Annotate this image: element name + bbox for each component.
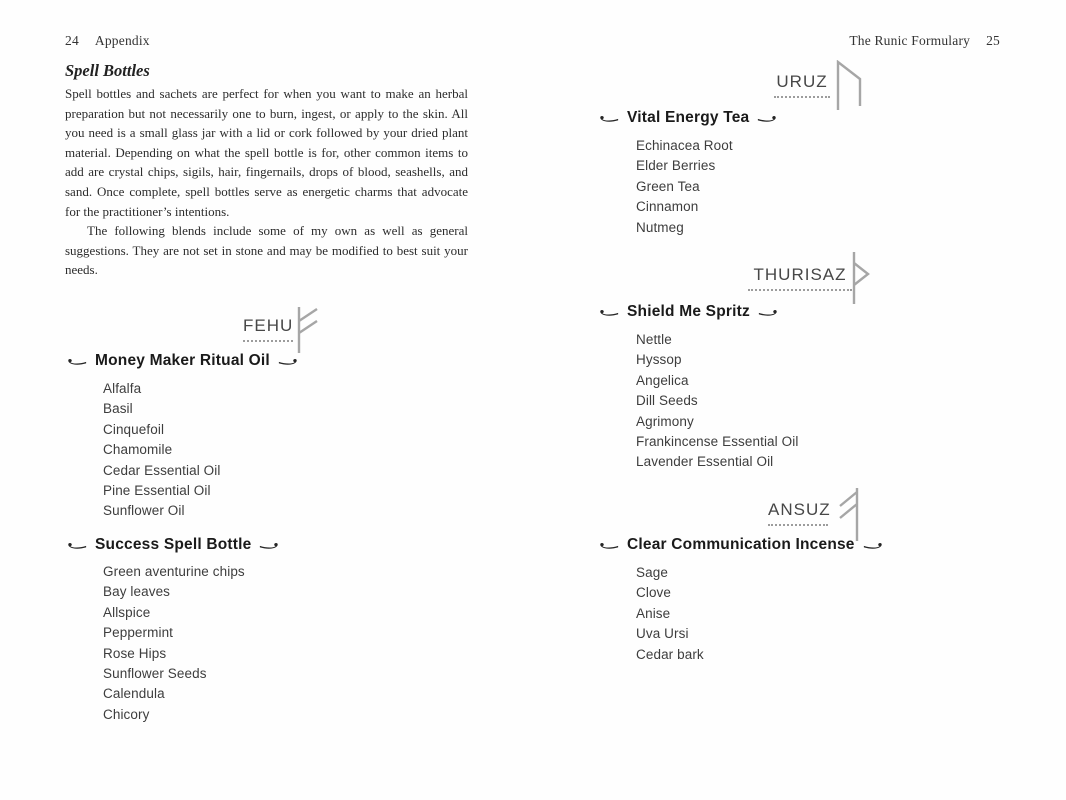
rune-name-uruz: URUZ bbox=[774, 72, 830, 98]
ingredient-item: Uva Ursi bbox=[636, 626, 689, 642]
recipe-heading-vital-energy bbox=[598, 109, 778, 127]
ingredient-item: Anise bbox=[636, 605, 671, 621]
ingredient-item: Cinnamon bbox=[636, 199, 699, 215]
ingredient-item: Lavender Essential Oil bbox=[636, 454, 774, 470]
ingredient-list-vital-energy bbox=[636, 136, 733, 238]
ingredient-item: Rose Hips bbox=[103, 645, 167, 661]
ingredient-item: Cedar Essential Oil bbox=[103, 462, 221, 478]
recipe-title: Shield Me Spritz bbox=[627, 303, 750, 320]
right-page-number: 25 bbox=[986, 33, 1000, 48]
recipe-heading-clear-communication bbox=[598, 536, 884, 554]
ingredient-item: Pine Essential Oil bbox=[103, 483, 211, 499]
intro-paragraph-2: The following blends include some of my own as well as general suggestions. They are not set in stone and may be modified to best suit your needs. bbox=[65, 223, 468, 278]
ingredient-list-success-bottle bbox=[103, 562, 245, 725]
ingredient-item: Calendula bbox=[103, 686, 165, 702]
fleuron-left-icon bbox=[598, 308, 619, 317]
intro-title: Spell Bottles bbox=[65, 61, 150, 80]
rune-header-fehu bbox=[243, 306, 323, 358]
fleuron-right-icon bbox=[757, 114, 778, 123]
ingredient-item: Cedar bark bbox=[636, 646, 704, 662]
fleuron-left-icon bbox=[598, 114, 619, 123]
rune-name-thurisaz: THURISAZ bbox=[748, 265, 852, 291]
thurisaz-rune-icon bbox=[852, 252, 870, 304]
rune-name-ansuz: ANSUZ bbox=[768, 500, 828, 526]
ingredient-item: Green aventurine chips bbox=[103, 564, 245, 579]
ingredient-item: Bay leaves bbox=[103, 584, 171, 600]
fehu-rune-icon bbox=[296, 306, 318, 353]
ingredient-item: Echinacea Root bbox=[636, 138, 733, 153]
ingredient-item: Nettle bbox=[636, 332, 672, 347]
intro-paragraph-1: Spell bottles and sachets are perfect for when you want to make an herbal preparation but not necessarily one to burn, ingest, or apply to the skin. All you need is a small glass jar with a lid or cork followed by your dried plant material. Depending on what the spell bottle is for, other common items to add are crystal chips, sigils, hair, fingernails, drops of blood, seashells, and sand. Once complete, spell bottles serve as energetic charms that advocate for the practitioner’s intentions. bbox=[65, 86, 468, 219]
ingredient-list-shield-me bbox=[636, 330, 798, 473]
ingredient-item: Sage bbox=[636, 565, 668, 580]
ingredient-item: Peppermint bbox=[103, 625, 174, 641]
ingredient-item: Nutmeg bbox=[636, 219, 684, 235]
ingredient-item: Sunflower Oil bbox=[103, 503, 185, 519]
ingredient-item: Elder Berries bbox=[636, 158, 716, 174]
left-running-head bbox=[65, 33, 150, 49]
fleuron-right-icon bbox=[259, 541, 280, 550]
ingredient-item: Hyssop bbox=[636, 352, 682, 368]
ingredient-item: Chamomile bbox=[103, 442, 173, 458]
recipe-heading-money-maker bbox=[66, 352, 299, 370]
recipe-title: Success Spell Bottle bbox=[95, 536, 252, 553]
fleuron-left-icon bbox=[66, 541, 87, 550]
fleuron-right-icon bbox=[278, 357, 299, 366]
ingredient-item: Green Tea bbox=[636, 178, 700, 194]
ingredient-item: Sunflower Seeds bbox=[103, 666, 207, 682]
fleuron-right-icon bbox=[863, 541, 884, 550]
recipe-title: Vital Energy Tea bbox=[627, 109, 750, 126]
recipe-title: Money Maker Ritual Oil bbox=[95, 352, 270, 369]
recipe-heading-success-bottle bbox=[66, 536, 280, 554]
rune-name-fehu: FEHU bbox=[243, 316, 293, 342]
rune-header-thurisaz bbox=[748, 252, 872, 308]
ingredient-list-clear-communication bbox=[636, 563, 704, 665]
ingredient-item: Alfalfa bbox=[103, 381, 142, 396]
left-page-number: 24 bbox=[65, 33, 79, 48]
ingredient-item: Clove bbox=[636, 585, 672, 601]
ingredient-item: Dill Seeds bbox=[636, 393, 698, 409]
fleuron-left-icon bbox=[66, 357, 87, 366]
recipe-title: Clear Communication Incense bbox=[627, 536, 855, 553]
recipe-heading-shield-me bbox=[598, 303, 779, 321]
ingredient-item: Basil bbox=[103, 401, 133, 417]
ingredient-item: Frankincense Essential Oil bbox=[636, 434, 799, 450]
ingredient-item: Angelica bbox=[636, 372, 689, 388]
uruz-rune-icon bbox=[836, 60, 862, 110]
right-running-title: The Runic Formulary bbox=[849, 33, 971, 48]
intro-body bbox=[65, 84, 468, 280]
fleuron-right-icon bbox=[758, 308, 779, 317]
ingredient-list-money-maker bbox=[103, 379, 220, 522]
left-running-title: Appendix bbox=[94, 33, 150, 48]
ingredient-item: Allspice bbox=[103, 604, 151, 620]
ingredient-item: Chicory bbox=[103, 706, 150, 722]
ansuz-rune-icon bbox=[838, 487, 860, 541]
rune-header-uruz bbox=[774, 60, 866, 114]
ingredient-item: Agrimony bbox=[636, 413, 694, 429]
ingredient-item: Cinquefoil bbox=[103, 421, 165, 437]
fleuron-left-icon bbox=[598, 541, 619, 550]
right-running-head bbox=[849, 33, 1000, 49]
